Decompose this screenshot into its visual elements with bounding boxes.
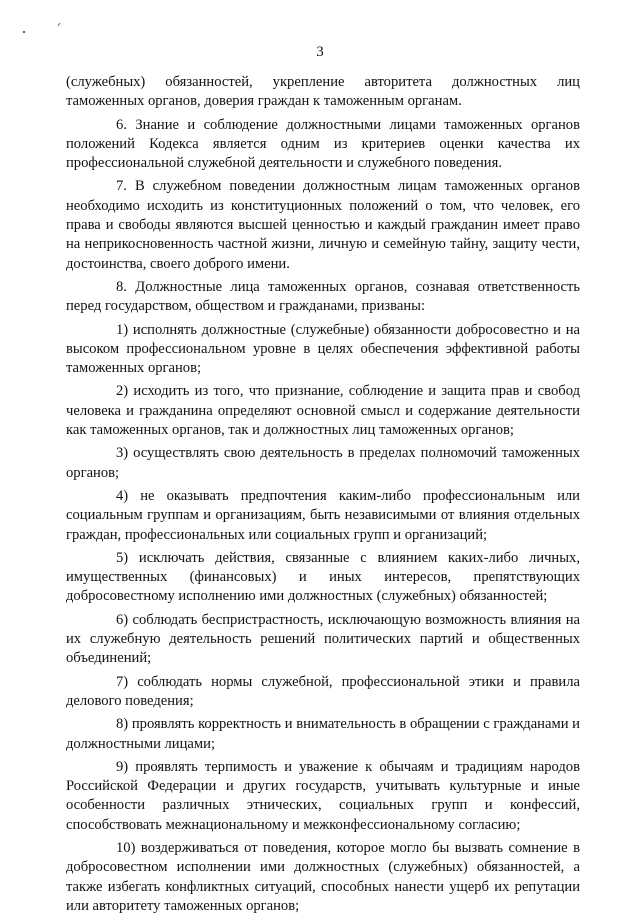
list-item-10: 10) воздерживаться от поведения, которое могло бы вызвать сомнение в добросовестном исполнении ими должностных (служебных) обязанностей, а также избегать конфликтных ситуаций, способных нанести ущерб их репутации или авторитету таможенных органов;	[66, 839, 580, 914]
list-item-9: 9) проявлять терпимость и уважение к обычаям и традициям народов Российской Федерации и других государств, учитывать культурные и иные особенности различных этнических, социальных групп и конфессий, способствовать межнациональному и межконфессиональному согласию;	[66, 758, 580, 833]
document-body	[66, 73, 580, 920]
paragraph-continuation: (служебных) обязанностей, укрепление авторитета должностных лиц таможенных органов, доверия граждан к таможенным органам.	[66, 74, 580, 110]
list-item-2: 2) исходить из того, что признание, соблюдение и защита прав и свобод человека и гражданина определяют основной смысл и содержание деятельности как таможенных органов, так и должностных лиц таможенных органов;	[66, 383, 580, 439]
scan-speck-mark	[18, 20, 68, 36]
paragraph-8: 8. Должностные лица таможенных органов, сознавая ответственность перед государством, обществом и гражданами, призваны:	[66, 278, 580, 315]
list-item-6: 6) соблюдать беспристрастность, исключающую возможность влияния на их служебную деятельность решений политических партий и общественных объединений;	[66, 611, 580, 667]
list-item-3: 3) осуществлять свою деятельность в пределах полномочий таможенных органов;	[66, 445, 580, 481]
list-item-8: 8) проявлять корректность и внимательность в обращении с гражданами и должностными лицами;	[66, 716, 580, 752]
paragraph-6: 6. Знание и соблюдение должностными лицами таможенных органов положений Кодекса является одним из критериев оценки качества их профессиональной служебной деятельности и служебного поведения.	[66, 116, 580, 172]
list-item-4: 4) не оказывать предпочтения каким-либо профессиональным или социальным группам и организациям, быть независимыми от влияния отдельных граждан, профессиональных или социальных групп и организаций;	[66, 487, 580, 543]
list-item-1: 1) исполнять должностные (служебные) обязанности добросовестно и на высоком профессиональном уровне в целях обеспечения эффективной работы таможенных органов;	[66, 321, 580, 377]
page-number: 3	[316, 44, 324, 60]
list-item-7: 7) соблюдать нормы служебной, профессиональной этики и правила делового поведения;	[66, 673, 580, 709]
paragraph-7: 7. В служебном поведении должностным лицам таможенных органов необходимо исходить из конституционных положений о том, что человек, его права и свободы являются высшей ценностью и каждый гражданин имеет право на неприкосновенность частной жизни, личную и семейную тайну, защиту чести, достоинства, своего доброго имени.	[66, 178, 580, 272]
list-item-5: 5) исключать действия, связанные с влиянием каких-либо личных, имущественных (финансовых) и иных интересов, препятствующих добросовестному исполнению ими должностных (служебных) обязанностей;	[66, 549, 580, 605]
